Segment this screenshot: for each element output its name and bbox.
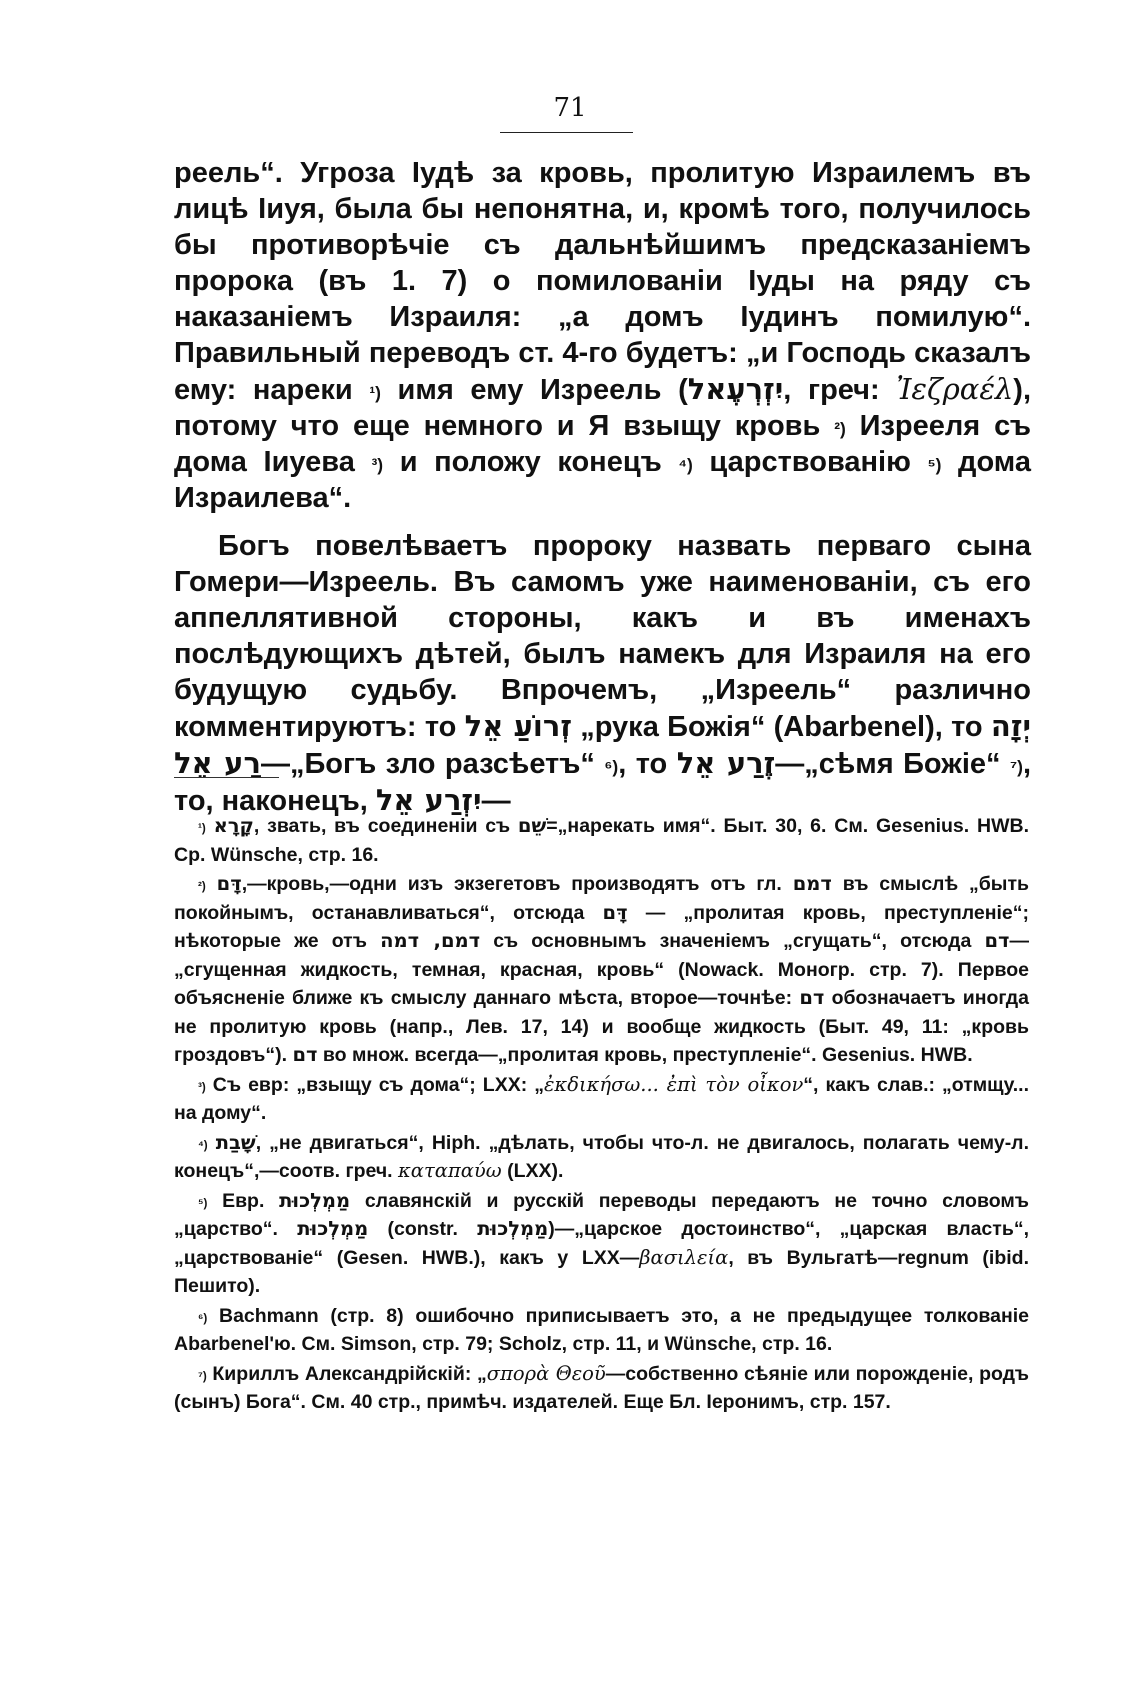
main-text xyxy=(174,155,1031,819)
footnotes xyxy=(174,812,1029,1417)
hebrew-word: זְרוֹעַ אֵל xyxy=(464,709,572,743)
hebrew-word: יִזְרְעֶאל xyxy=(687,372,784,406)
footnote-ref-3: ³) xyxy=(371,455,384,475)
footnote-ref-4: ⁴) xyxy=(678,455,693,475)
footnote-2: $^{^2)}$ דָּם,—кровь,—одни изъ экзегетовъ производятъ отъ гл. דמם въ смыслѣ „быть покойнымъ, останавливаться“, отсюда דָּם — „пролитая кровь, преступленіе“; нѣкоторые же отъ דמם, דמה съ основнымъ значеніемъ „сгущать“, отсюда דם—„сгущенная жидкость, темная, красная, кровь“ (Nowack. Моногр. стр. 7). Первое объясненіе ближе къ смыслу даннаго мѣста, второе—точнѣе: דם обозначаетъ иногда не пролитую кровь (напр., Лев. 17, 14) и вообще жидкость (Быт. 49, 11: „кровь гроздовъ“). דם во множ. всегда—„пролитая кровь, преступленіе“. Gesenius. HWB. xyxy=(174,872,1030,1066)
footnote-ref-5: ⁵) xyxy=(927,455,942,475)
footnote-separator xyxy=(174,777,279,778)
page-number: 71 xyxy=(553,93,587,123)
footnote-3: $^{^3)}$ Съ евр: „взыщу съ дома“; LXX: „ἐκδικήσω... ἐπὶ τὸν οἶκον“, какъ слав.: „отмщу... на дому“. xyxy=(174,1072,1030,1124)
footnote-6: $^{^6)}$ Bachmann (стр. 8) ошибочно приписываетъ это, а не предыдущее толкованіе Abarbenel'ю. См. Simson, стр. 79; Scholz, стр. 11, и Wünsche, стр. 16. xyxy=(174,1304,1029,1355)
page-number-rule xyxy=(500,132,633,133)
hebrew-word: זֶרַע אֵל xyxy=(676,746,776,780)
footnote-1: $^{^1)}$ קָרָא, звать, въ соединеніи съ שֵׁם=„нарекать имя“. Быт. 30, 6. См. Gesenius. HWB. Ср. Wünsche, стр. 16. xyxy=(174,814,1029,866)
footnote-7: $^{^7)}$ Кириллъ Александрійскій: „σπορὰ Θεοῦ—собственно сѣяніе или порожденіе, родъ (сынъ) Бога“. См. 40 стр., примѣч. издателей. Еще Бл. Іеронимъ, стр. 157. xyxy=(174,1361,1029,1413)
footnote-ref-7: ⁷) xyxy=(1009,757,1023,777)
greek-word: Ἰεζραέλ xyxy=(896,372,1014,406)
paragraph-2: Богъ повелѣваетъ пророку назвать перваго сына Гомери—Изреель. Въ самомъ уже наименованіи, съ его аппеллятивной стороны, какъ и въ именахъ послѣдующихъ дѣтей, былъ намекъ для Израиля на его будущую судьбу. Впрочемъ, „Изреель“ различно комментируютъ: то זְרוֹעַ אֵל „рука Божія“ (Abarbenel), то יְזָה רַע אֵל—„Богъ зло разсѣетъ“ $^{^6)}$, то זֶרַע אֵל—„сѣмя Божіе“ $^{^7)}$, то, наконецъ, יִזְרַע אֵל— xyxy=(174,530,1031,817)
footnote-5: $^{^5)}$ Евр. מַמְלְכוּת славянскій и русскій переводы передаютъ не точно словомъ „царство“. מַמְלְכוּת (constr. מַמְלְכוּת)—„царское достоинство“, „царская власть“, „царствованіе“ (Gesen. HWB.), какъ у LXX—βασιλεία, въ Вульгатѣ—regnum (ibid. Пешито). xyxy=(174,1188,1029,1297)
footnote-ref-1: ¹) xyxy=(369,383,381,403)
paragraph-1: реель“. Угроза Іудѣ за кровь, пролитую Израилемъ въ лицѣ Іиуя, была бы непонятна, и, кромѣ того, получилось бы противорѣчіе съ дальнѣйшимъ предсказаніемъ пророка (въ 1. 7) о помилованіи Іуды на ряду съ наказаніемъ Израиля: „а домъ Іудинъ помилую“. Правильный переводъ ст. 4-го будетъ: „и Господь сказалъ ему: нареки $^{^1)}$ имя ему Изреель (יִזְרְעֶאל, греч: Ἰεζραέλ), потому что еще немного и Я взыщу кровь $^{^2)}$ Изрееля съ дома Іиуева $^{^3)}$ и положу конецъ $^{^4)}$ царствованію $^{^5)}$ дома Израилева“. xyxy=(174,157,1032,514)
hebrew-word: יְזָה רַע אֵל xyxy=(174,709,1031,780)
hebrew-word: יִזְרַע אֵל xyxy=(375,783,482,817)
footnote-ref-6: ⁶) xyxy=(604,757,619,777)
footnote-4: $^{^4)}$ שָׁבַת, „не двигаться“, Hiph. „дѣлать, чтобы что-л. не двигалось, полагать чему-л. конецъ“,—соотв. греч. καταπαύω (LXX). xyxy=(174,1130,1029,1182)
footnote-ref-2: ²) xyxy=(834,419,846,439)
